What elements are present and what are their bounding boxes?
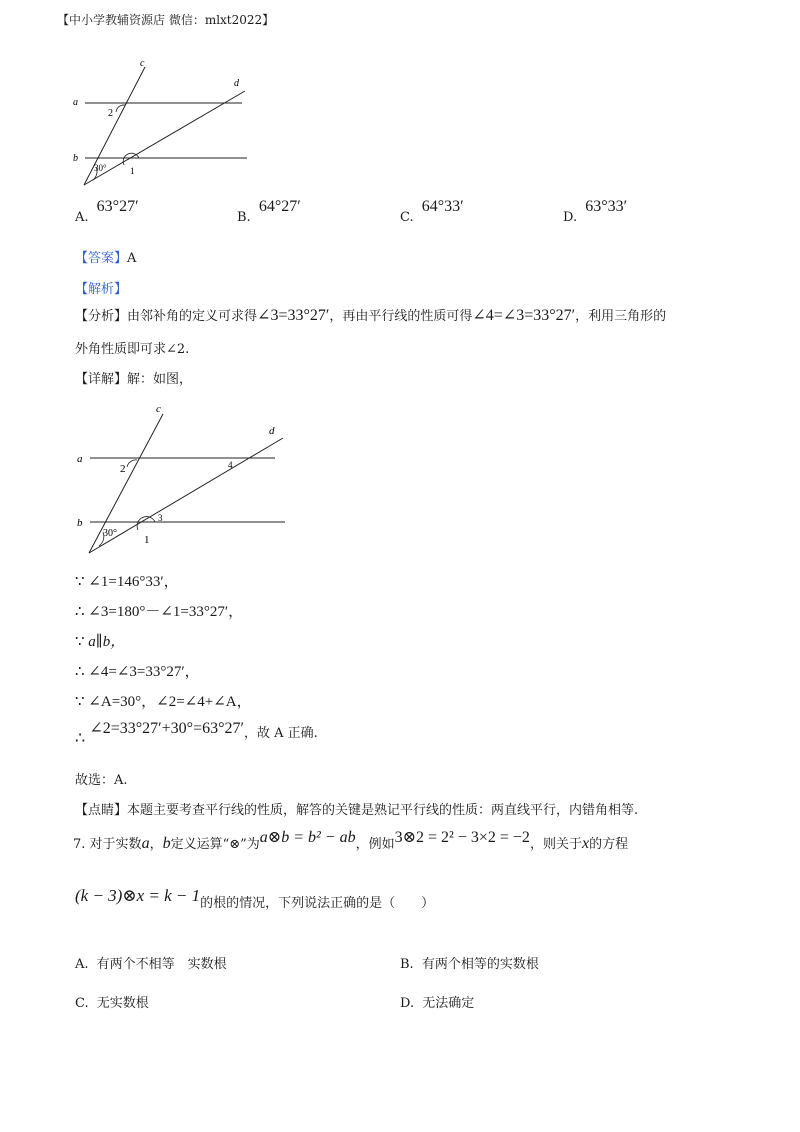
fenxi-text: 由邻补角的定义可求得 [127, 309, 258, 324]
question-7-line-1 [73, 829, 629, 853]
step-5 [75, 690, 252, 711]
label-b: b [73, 153, 78, 164]
step-symbol: ∴ [75, 730, 86, 747]
q7-var: b [162, 835, 171, 852]
label-b: b [77, 517, 83, 529]
step-2 [75, 600, 243, 621]
choice-letter: C. [400, 210, 414, 225]
choice-value: 64°33′ [421, 198, 464, 215]
choice-letter: C. [75, 996, 89, 1011]
label-angle-2: 2 [108, 108, 113, 119]
comment-label: 【点睛】 [75, 803, 128, 818]
choice-letter: B. [237, 210, 251, 225]
choice-letter: A. [75, 210, 89, 225]
label-angle-4: 4 [228, 460, 233, 470]
choice-text: 无法确定 [422, 996, 475, 1011]
label-c: c [156, 403, 161, 415]
choice-value: 63°27′ [96, 198, 139, 215]
step-symbol: ∴ [75, 664, 85, 680]
geometry-figure-1 [60, 55, 260, 190]
choice-text: 有两个不相等 实数根 [96, 957, 227, 972]
choice-value: 63°33′ [585, 198, 628, 215]
comment-text: 本题主要考查平行线的性质，解答的关键是熟记平行线的性质：两直线平行，内错角相等. [127, 803, 639, 818]
choice-value: 64°27′ [258, 198, 301, 215]
label-a: a [77, 453, 83, 465]
page-header: 【中小学教辅资源店 微信：mlxt2022】 [57, 13, 275, 27]
q7-text: 定义运算“ [170, 837, 230, 852]
choice-letter: D. [400, 996, 415, 1011]
label-angle-1: 1 [130, 166, 135, 176]
step-1 [75, 570, 179, 591]
conclusion: 故选：A. [75, 773, 128, 788]
step-6 [75, 718, 318, 747]
detail-text: 解：如图， [127, 372, 193, 387]
step-text: a∥b， [88, 634, 126, 650]
q7-choice-d[interactable] [400, 992, 474, 1011]
analysis-line-2: 外角性质即可求∠2. [75, 342, 190, 357]
detail-label: 【详解】 [75, 372, 128, 387]
label-d: d [234, 78, 239, 89]
fenxi-math: ∠3=33°27′ [257, 307, 330, 324]
q7-example: 3⊗2 = 2² − 3×2 = −2 [394, 829, 530, 846]
step-text: ∠1=146°33′， [88, 574, 179, 590]
label-d: d [269, 425, 275, 437]
fenxi-math: ∠4=∠3=33°27′ [472, 307, 576, 324]
choice-d[interactable] [563, 198, 628, 225]
step-symbol: ∵ [75, 574, 85, 590]
choice-letter: D. [563, 210, 578, 225]
step-symbol: ∵ [75, 634, 85, 650]
detail-line [75, 368, 192, 387]
step-text: ∠2=33°27′+30°=63°27′ [89, 720, 244, 737]
step-text: ∠A=30°，∠2=∠4+∠A， [88, 694, 252, 710]
answer-label: 【答案】 [75, 251, 128, 266]
label-c: c [140, 58, 145, 69]
fenxi-text: ，利用三角形的 [575, 309, 667, 324]
step-text: ∠4=∠3=33°27′， [88, 664, 200, 680]
q7-text: ，例如 [355, 837, 395, 852]
q7-text: ”为 [240, 837, 260, 852]
label-angle-30: 30° [103, 528, 117, 539]
choice-a[interactable] [75, 198, 139, 225]
q7-text: 的根的情况，下列说法正确的是（ ） [200, 896, 435, 911]
choice-letter: B. [400, 957, 414, 972]
line-d [89, 438, 283, 553]
q7-equation: (k − 3)⊗x = k − 1 [75, 886, 201, 905]
label-angle-1: 1 [144, 534, 150, 546]
step-3 [75, 630, 125, 651]
label-angle-3: 3 [158, 513, 163, 523]
step-4 [75, 660, 200, 681]
q7-operator: ⊗ [229, 837, 241, 852]
question-number: 7. [73, 837, 86, 852]
choice-letter: A. [75, 957, 89, 972]
q7-definition: a⊗b = b² − ab [259, 829, 356, 846]
label-angle-30: 30° [94, 163, 107, 173]
answer-line [75, 247, 136, 266]
analysis-paragraph [75, 305, 666, 325]
analysis-label: 【解析】 [75, 282, 128, 297]
q7-choice-b[interactable] [400, 953, 539, 972]
q7-choice-a[interactable] [75, 953, 227, 972]
fenxi-label: 【分析】 [75, 309, 128, 324]
step-symbol: ∴ [75, 604, 85, 620]
q7-text: 的方程 [589, 837, 629, 852]
geometry-figure-2 [65, 400, 295, 560]
label-angle-2: 2 [120, 463, 126, 475]
choice-text: 无实数根 [96, 996, 149, 1011]
q7-var: a [141, 835, 150, 852]
step-text: ∠3=180°－∠1=33°27′， [88, 604, 244, 620]
label-a: a [73, 97, 78, 108]
question-7-line-2 [75, 886, 435, 912]
comment-line [75, 799, 638, 818]
q7-var: x [581, 835, 590, 852]
q7-text: ，则关于 [529, 837, 582, 852]
q7-choice-c[interactable] [75, 992, 149, 1011]
q7-text: ， [149, 837, 163, 852]
answer-value: A [127, 251, 137, 266]
q7-text: 对于实数 [89, 837, 142, 852]
line-c [89, 414, 163, 553]
choice-b[interactable] [237, 198, 301, 225]
fenxi-text: ，再由平行线的性质可得 [329, 309, 473, 324]
choice-c[interactable] [400, 198, 464, 225]
choice-text: 有两个相等的实数根 [421, 957, 539, 972]
step-symbol: ∵ [75, 694, 85, 710]
step-tail: ，故 A 正确. [244, 726, 318, 741]
